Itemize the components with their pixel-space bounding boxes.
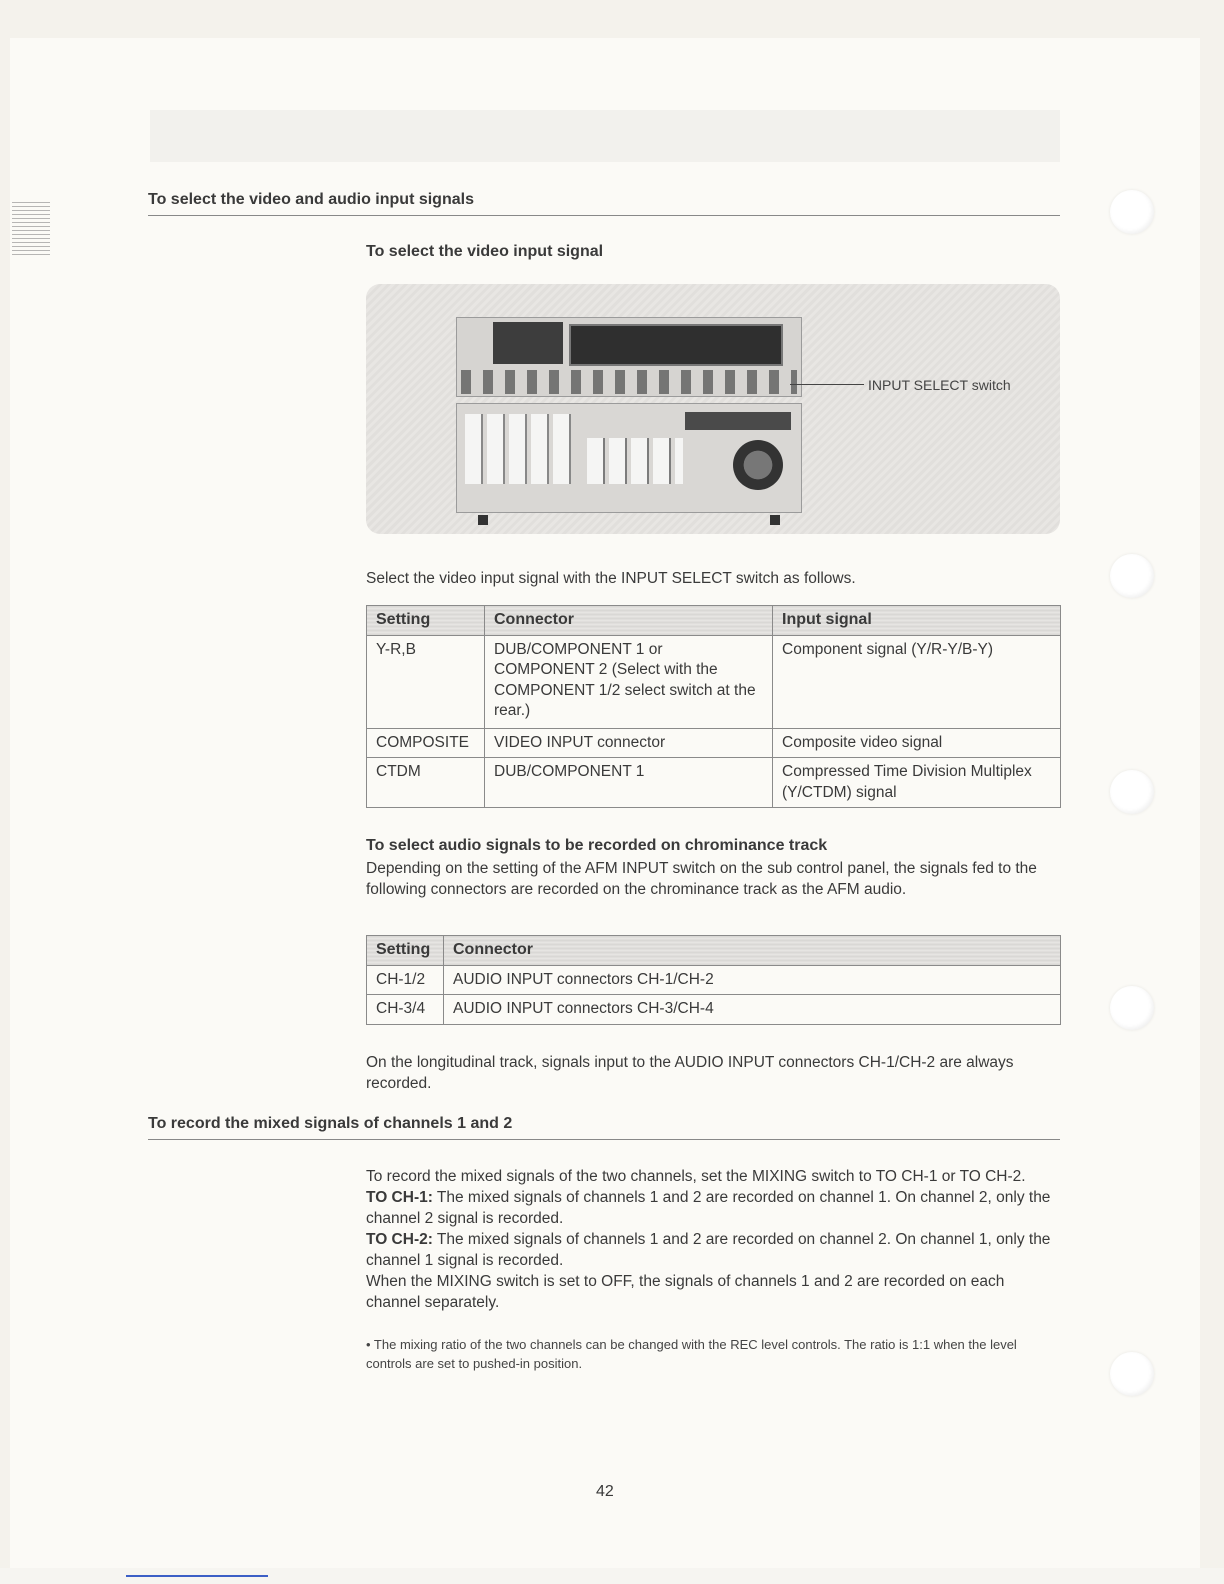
audio-footer-text: On the longitudinal track, signals input to the AUDIO INPUT connectors CH-1/CH-2 are always recorded.: [366, 1054, 1014, 1092]
deck-foot: [770, 515, 780, 525]
binder-hole: [1110, 770, 1154, 814]
table-header-row: [367, 606, 1061, 636]
vtr-illustration: [456, 317, 802, 505]
deck-control-panel: [456, 403, 802, 513]
bottom-link-underline: [126, 1575, 268, 1577]
cell-setting: CH-3/4: [367, 995, 444, 1025]
header-setting: Setting: [367, 936, 444, 966]
callout-leader-line: [790, 384, 864, 385]
to-ch2-item: [366, 1229, 1060, 1271]
cell-connector: DUB/COMPONENT 1: [485, 758, 773, 808]
audio-select-heading: To select audio signals to be recorded on chrominance track: [366, 837, 828, 854]
input-select-callout: INPUT SELECT switch: [868, 377, 1011, 393]
table-row: [367, 635, 1061, 728]
mixing-ratio-note: • The mixing ratio of the two channels can be changed with the REC level controls. The ratio is 1:1 when the level controls are set to pushed-in position.: [366, 1337, 1017, 1371]
cell-setting: Y-R,B: [367, 635, 485, 728]
cell-connector: AUDIO INPUT connectors CH-1/CH-2: [444, 965, 1061, 995]
video-input-table: [366, 605, 1061, 808]
cell-connector: AUDIO INPUT connectors CH-3/CH-4: [444, 995, 1061, 1025]
table-row: [367, 728, 1061, 758]
header-connector: Connector: [444, 936, 1061, 966]
jog-dial: [733, 440, 783, 490]
cassette-slot: [569, 324, 783, 366]
video-intro-text: Select the video input signal with the INPUT SELECT switch as follows.: [366, 570, 856, 587]
binder-hole: [1110, 190, 1154, 234]
binder-hole: [1110, 986, 1154, 1030]
mixing-intro-text: [366, 1166, 1060, 1313]
table-row: [367, 758, 1061, 808]
video-input-heading: To select the video input signal: [366, 243, 604, 260]
to-ch1-label: TO CH-1:: [366, 1189, 433, 1206]
to-ch1-text: The mixed signals of channels 1 and 2 are recorded on channel 1. On channel 2, only the channel 2 signal is recorded.: [366, 1189, 1051, 1227]
to-ch1-item: [366, 1187, 1060, 1229]
cell-connector: VIDEO INPUT connector: [485, 728, 773, 758]
to-ch2-text: The mixed signals of channels 1 and 2 are recorded on channel 2. On channel 1, only the channel 1 signal is recorded.: [366, 1231, 1051, 1269]
section-heading-mixed-signals: To record the mixed signals of channels 1 and 2: [148, 1115, 1060, 1140]
edge-index-mark: [12, 202, 50, 258]
cell-setting: CTDM: [367, 758, 485, 808]
cell-signal: Composite video signal: [773, 728, 1061, 758]
level-meter: [493, 322, 563, 364]
binder-hole: [1110, 1352, 1154, 1396]
function-keys: [465, 414, 571, 484]
header-connector: Connector: [485, 606, 773, 636]
deck-upper-panel: [456, 317, 802, 397]
timecode-display: [685, 412, 791, 430]
table-row: [367, 965, 1061, 995]
cell-signal: Component signal (Y/R-Y/B-Y): [773, 635, 1061, 728]
show-through-band: [150, 110, 1060, 162]
mixing-off-text: When the MIXING switch is set to OFF, the signals of channels 1 and 2 are recorded on each channel separately.: [366, 1273, 1005, 1311]
section-heading-input-signals: To select the video and audio input signals: [148, 191, 1060, 216]
audio-input-table: [366, 935, 1061, 1025]
page-number: 42: [596, 1483, 614, 1500]
binder-hole: [1110, 554, 1154, 598]
header-setting: Setting: [367, 606, 485, 636]
table-row: [367, 995, 1061, 1025]
vtr-front-panel-photo: [366, 284, 1060, 534]
to-ch2-label: TO CH-2:: [366, 1231, 433, 1248]
switch-row: [461, 370, 797, 394]
cell-connector: DUB/COMPONENT 1 or COMPONENT 2 (Select with the COMPONENT 1/2 select switch at the rear.): [485, 635, 773, 728]
audio-body-text: Depending on the setting of the AFM INPUT switch on the sub control panel, the signals fed to the following connectors are recorded on the chrominance track as the AFM audio.: [366, 860, 1037, 898]
cell-setting: CH-1/2: [367, 965, 444, 995]
transport-keys: [587, 438, 683, 484]
mixing-intro: To record the mixed signals of the two channels, set the MIXING switch to TO CH-1 or TO CH-2.: [366, 1168, 1026, 1185]
table-header-row: [367, 936, 1061, 966]
deck-foot: [478, 515, 488, 525]
header-input-signal: Input signal: [773, 606, 1061, 636]
cell-setting: COMPOSITE: [367, 728, 485, 758]
cell-signal: Compressed Time Division Multiplex (Y/CTDM) signal: [773, 758, 1061, 808]
